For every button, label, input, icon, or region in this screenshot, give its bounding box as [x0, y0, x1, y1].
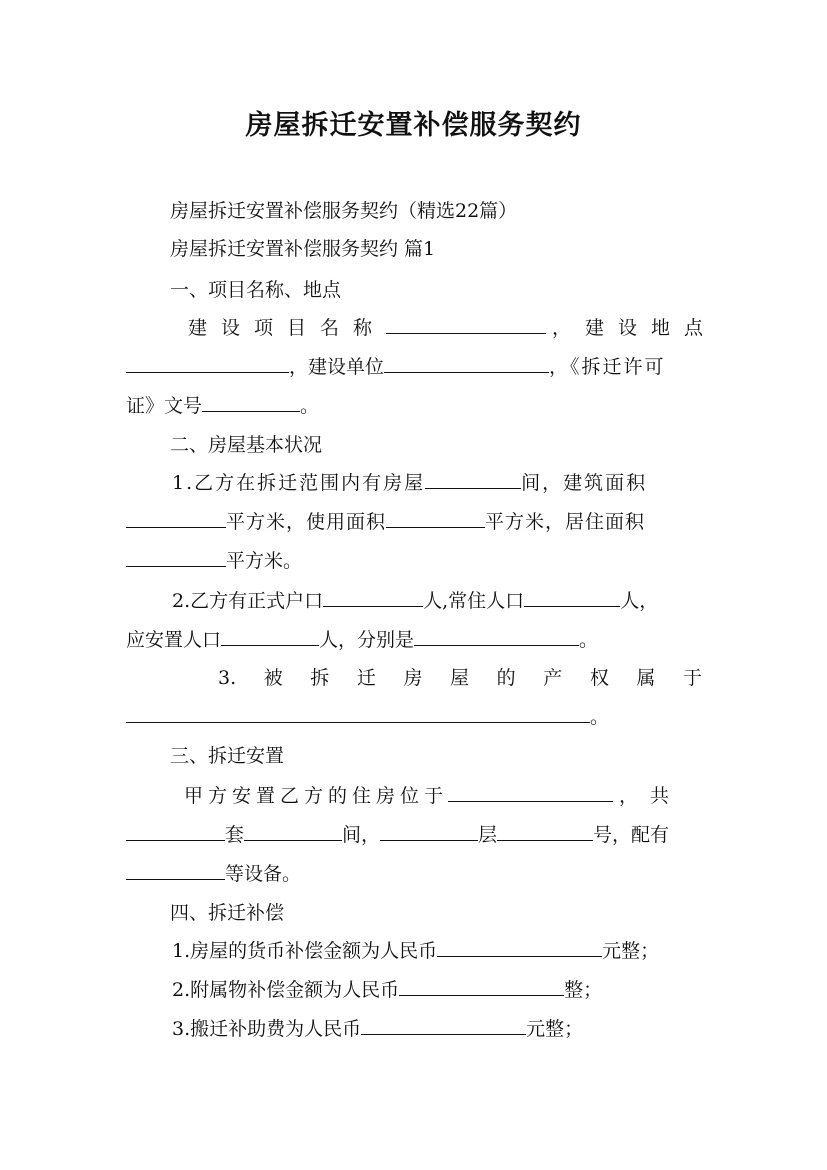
text: 建设项目名称	[188, 317, 387, 339]
paragraph-line	[126, 354, 666, 380]
blank-line	[384, 354, 549, 373]
text: 号，配有	[593, 824, 670, 846]
text: ，《拆迁许可	[549, 356, 666, 378]
paragraph-line	[172, 1016, 583, 1042]
section-heading-4: 四、拆迁补偿	[170, 902, 285, 924]
blank-line	[126, 861, 225, 880]
paragraph-line	[126, 822, 669, 848]
text: 套	[225, 824, 245, 846]
text: 元整；	[602, 940, 660, 962]
section-heading-2: 二、房屋基本状况	[170, 434, 323, 456]
text: 1.乙方在拆迁范围内有房屋	[172, 472, 426, 494]
text: 平方米，居住面积	[485, 511, 646, 533]
text: 甲方安置乙方的住房位于	[184, 785, 449, 807]
blank-line	[361, 1016, 526, 1035]
text: 层	[478, 824, 498, 846]
paragraph-line	[126, 627, 598, 653]
blank-line	[126, 704, 590, 723]
blank-line	[425, 470, 521, 489]
paragraph-line	[172, 938, 659, 964]
text: 人,常住人口	[423, 590, 525, 612]
paragraph-line	[126, 393, 319, 419]
blank-line	[202, 393, 300, 412]
text: 间，	[342, 824, 381, 846]
document-title: 房屋拆迁安置补偿服务契约	[245, 110, 582, 141]
text: 平方米，使用面积	[226, 511, 387, 533]
blank-line	[414, 627, 579, 646]
blank-line	[244, 822, 342, 841]
blank-line	[524, 588, 620, 607]
text: 元整；	[526, 1018, 584, 1040]
text: 。	[579, 629, 599, 651]
paragraph-line	[126, 548, 302, 574]
paragraph-line	[172, 588, 658, 614]
blank-line	[126, 354, 289, 373]
paragraph-line	[126, 861, 301, 887]
blank-line	[380, 822, 478, 841]
blank-line	[126, 509, 226, 528]
blank-line	[126, 548, 226, 567]
text: ，共	[619, 785, 682, 807]
text: 人，分别是	[319, 629, 415, 651]
blank-line	[386, 315, 546, 334]
text: 平方米。	[226, 550, 303, 572]
text: 人，	[620, 590, 659, 612]
text: 整；	[564, 979, 603, 1001]
section-heading-3: 三、拆迁安置	[170, 745, 285, 767]
text: 等设备。	[225, 863, 302, 885]
document-subtitle: 房屋拆迁安置补偿服务契约（精选22篇）	[170, 200, 518, 222]
text: 间，建筑面积	[521, 472, 648, 494]
blank-line	[221, 627, 319, 646]
text: ，建设单位	[289, 356, 385, 378]
chapter-heading: 房屋拆迁安置补偿服务契约 篇1	[170, 238, 436, 260]
text: ，建设地点	[552, 317, 718, 339]
text: 。	[590, 706, 610, 728]
blank-line	[437, 938, 602, 957]
text: 应安置人口	[126, 629, 222, 651]
text: 3.搬迁补助费为人民币	[172, 1018, 362, 1040]
paragraph-line	[126, 704, 609, 730]
paragraph-line	[188, 315, 718, 341]
paragraph-line	[172, 470, 647, 496]
paragraph-line	[184, 783, 681, 809]
text: 2.乙方有正式户口	[172, 590, 324, 612]
paragraph-line	[126, 509, 645, 535]
blank-line	[497, 822, 593, 841]
blank-line	[399, 977, 564, 996]
blank-line	[448, 783, 613, 802]
blank-line	[323, 588, 423, 607]
text: 证》文号	[126, 395, 203, 417]
paragraph-line: 3.被拆迁房屋的产权属于	[218, 667, 702, 689]
blank-line	[386, 509, 485, 528]
text: 1.房屋的货币补偿金额为人民币	[172, 940, 438, 962]
section-heading-1: 一、项目名称、地点	[170, 279, 342, 301]
text: 。	[300, 395, 320, 417]
text: 2.附属物补偿金额为人民币	[172, 979, 400, 1001]
blank-line	[126, 822, 225, 841]
paragraph-line	[172, 977, 602, 1003]
